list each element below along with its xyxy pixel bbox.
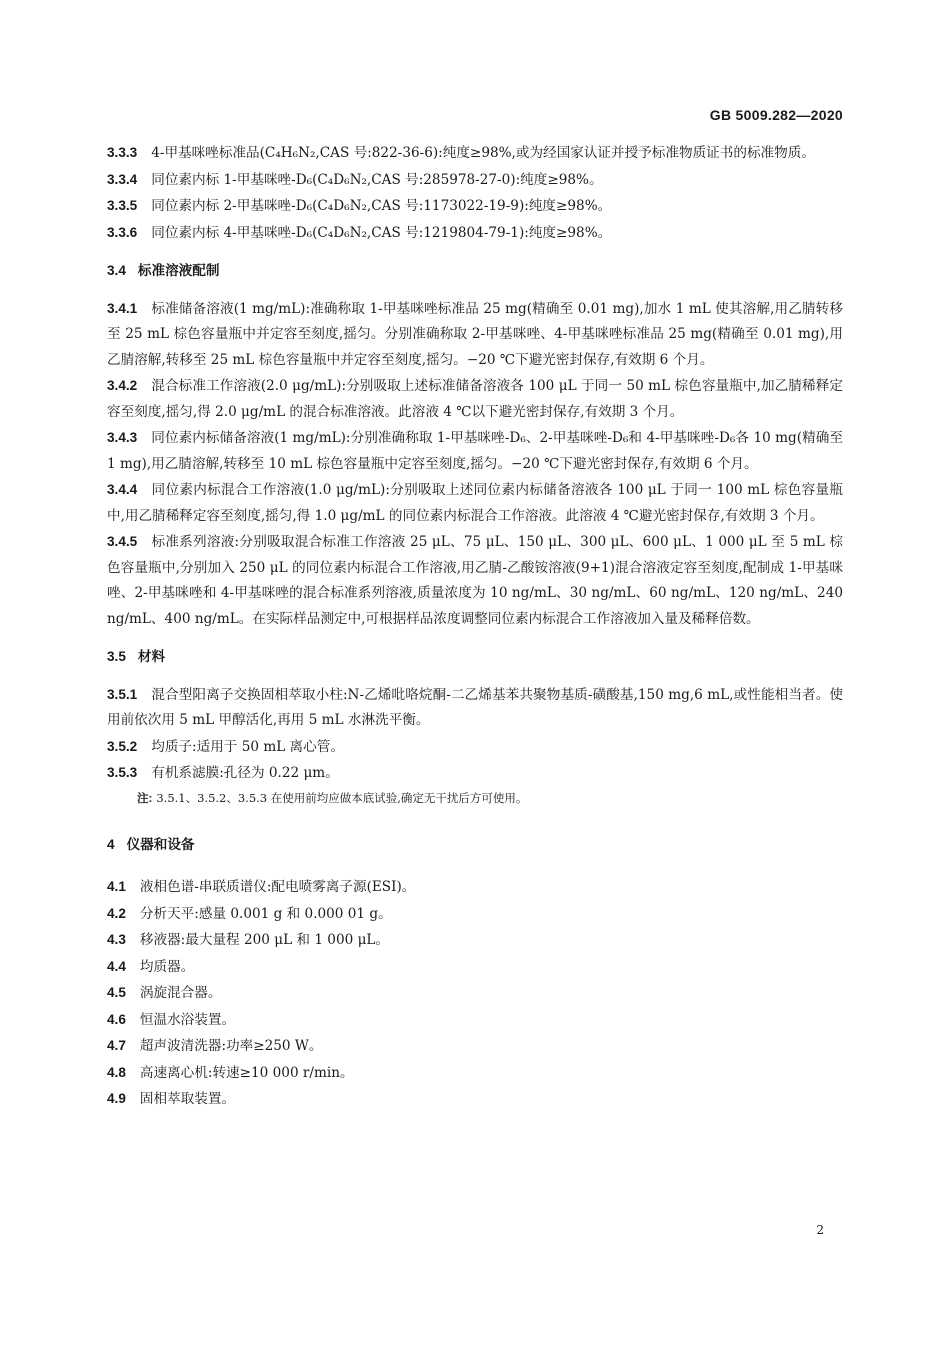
clause-3-4-3: 3.4.3 同位素内标储备溶液(1 mg/mL):分别准确称取 1-甲基咪唑-D₆、2-甲基咪唑-D₆和 4-甲基咪唑-D₆各 10 mg(精确至 1 mg),用乙腈溶解,转移至 10 mL 棕色容量瓶中定容至刻度,摇匀。−20 ℃下避光密封保存,有效期 6 个月。 xyxy=(107,430,843,472)
clause-3-5-2: 3.5.2 均质子:适用于 50 mL 离心管。 xyxy=(107,738,344,755)
standard-code: GB 5009.282—2020 xyxy=(709,107,843,123)
clause-4-7: 4.7 超声波清洗器:功率≥250 W。 xyxy=(107,1038,323,1054)
clause-4-9: 4.9 固相萃取装置。 xyxy=(107,1091,236,1107)
clause-4-8: 4.8 高速离心机:转速≥10 000 r/min。 xyxy=(107,1064,354,1081)
clause-3-3-6: 3.3.6 同位素内标 4-甲基咪唑-D₆(C₄D₆N₂,CAS 号:1219804-79-1):纯度≥98%。 xyxy=(107,224,612,241)
note: 注: 3.5.1、3.5.2、3.5.3 在使用前均应做本底试验,确定无干扰后方可使用。 xyxy=(137,790,528,805)
clause-4-1: 4.1 液相色谱-串联质谱仪:配电喷雾离子源(ESI)。 xyxy=(107,879,416,895)
clause-3-3-3: 3.3.3 4-甲基咪唑标准品(C₄H₆N₂,CAS 号:822-36-6):纯度≥98%,或为经国家认证并授予标准物质证书的标准物质。 xyxy=(107,145,815,161)
clause-3-4-2: 3.4.2 混合标准工作溶液(2.0 μg/mL):分别吸取上述标准储备溶液各 100 μL 于同一 50 mL 棕色容量瓶中,加乙腈稀释定容至刻度,摇匀,得 2.0 μg/mL 的混合标准溶液。此溶液 4 ℃以下避光密封保存,有效期 3 个月。 xyxy=(107,378,843,420)
section-3-5-heading: 3.5 材料 xyxy=(107,649,166,664)
section-3-4-heading: 3.4 标准溶液配制 xyxy=(107,263,220,278)
clause-4-6: 4.6 恒温水浴装置。 xyxy=(107,1011,236,1028)
clause-3-4-1: 3.4.1 标准储备溶液(1 mg/mL):准确称取 1-甲基咪唑标准品 25 mg(精确至 0.01 mg),加水 1 mL 使其溶解,用乙腈转移至 25 mL 棕色容量瓶中并定容至刻度,摇匀。分别准确称取 2-甲基咪唑、4-甲基咪唑标准品 25 mg(精确至 0.01 mg),用乙腈溶解,转移至 25 mL 棕色容量瓶中并定容至刻度,摇匀。−20 ℃下避光密封保存,有效期 6 个月。 xyxy=(107,300,843,368)
clause-3-4-4: 3.4.4 同位素内标混合工作溶液(1.0 μg/mL):分别吸取上述同位素内标储备溶液各 100 μL 于同一 100 mL 棕色容量瓶中,用乙腈稀释定容至刻度,摇匀,得 1.0 μg/mL 的同位素内标混合工作溶液。此溶液 4 ℃避光密封保存,有效期 3 个月。 xyxy=(107,482,843,524)
clause-3-5-3: 3.5.3 有机系滤膜:孔径为 0.22 μm。 xyxy=(107,765,339,781)
clause-3-5-1: 3.5.1 混合型阳离子交换固相萃取小柱:N-乙烯吡咯烷酮-二乙烯基苯共聚物基质-磺酸基,150 mg,6 mL,或性能相当者。使用前依次用 5 mL 甲醇活化,再用 5 mL 水淋洗平衡。 xyxy=(107,686,843,728)
clause-4-3: 4.3 移液器:最大量程 200 μL 和 1 000 μL。 xyxy=(107,932,390,948)
clause-3-4-5: 3.4.5 标准系列溶液:分别吸取混合标准工作溶液 25 μL、75 μL、150 μL、300 μL、600 μL、1 000 μL 至 5 mL 棕色容量瓶中,分别加入 250 μL 的同位素内标混合工作溶液,用乙腈-乙酸铵溶液(9+1)混合溶液定容至刻度,配制成 1-甲基咪唑、2-甲基咪唑和 4-甲基咪唑的混合标准系列溶液,质量浓度为 10 ng/mL、30 ng/mL、60 ng/mL、120 ng/mL、240 ng/mL、400 ng/mL。在实际样品测定中,可根据样品浓度调整同位素内标混合工作溶液加入量及稀释倍数。 xyxy=(107,534,843,627)
page-number: 2 xyxy=(816,1223,824,1237)
clause-3-3-5: 3.3.5 同位素内标 2-甲基咪唑-D₆(C₄D₆N₂,CAS 号:1173022-19-9):纯度≥98%。 xyxy=(107,198,612,214)
clause-4-5: 4.5 涡旋混合器。 xyxy=(107,985,222,1001)
clause-4-4: 4.4 均质器。 xyxy=(107,958,195,975)
clause-3-3-4: 3.3.4 同位素内标 1-甲基咪唑-D₆(C₄D₆N₂,CAS 号:285978-27-0):纯度≥98%。 xyxy=(107,171,603,188)
page-content xyxy=(107,140,843,1113)
section-4-heading: 4 仪器和设备 xyxy=(107,836,195,852)
clause-4-2: 4.2 分析天平:感量 0.001 g 和 0.000 01 g。 xyxy=(107,905,392,922)
